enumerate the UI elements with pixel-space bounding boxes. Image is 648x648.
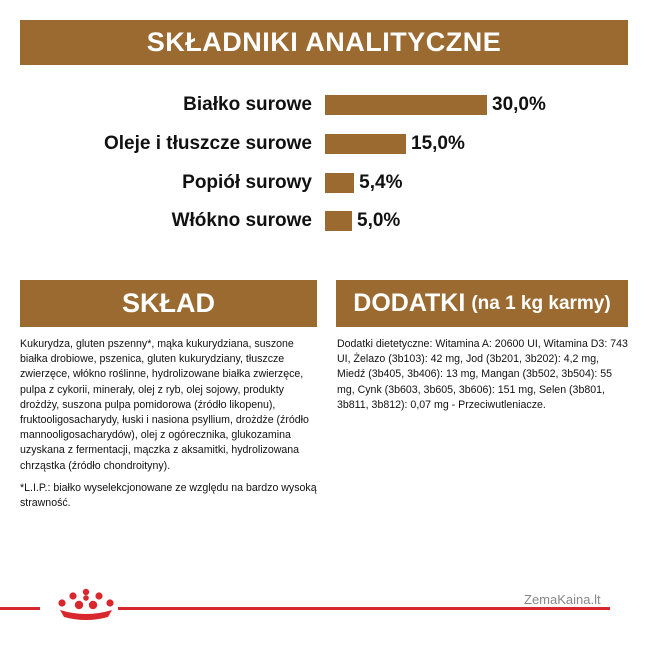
composition-heading: SKŁAD [20,280,317,327]
bar-value-label: 30,0% [492,94,546,115]
bar-label: Włókno surowe [171,210,312,231]
footer-red-line-right [118,607,610,610]
bar-value-label: 15,0% [411,133,465,154]
watermark: ZemaKaina.lt [524,592,601,607]
additives-heading-main: DODATKI [353,289,466,317]
bar-label: Białko surowe [183,94,312,115]
royal-canin-crown-logo [36,586,136,626]
bar [325,211,352,231]
nutrient-bar-chart [0,0,648,260]
bar-label: Popiół surowy [182,172,312,193]
bar [325,134,406,154]
bar [325,95,487,115]
page-title: SKŁADNIKI ANALITYCZNE [20,20,628,65]
bar-value-label: 5,0% [357,210,401,231]
lip-footnote: *L.I.P.: białko wyselekcjonowane ze względu na bardzo wysoką strawność. [20,482,317,510]
additives-text: Dodatki dietetyczne: Witamina A: 20600 UI, Witamina D3: 743 UI, Żelazo (3b103): 42 mg, Jod (3b201, 3b202): 4,2 mg, Miedź (3b405, 3b406): 13 mg, Mangan (3b502, 3b504): 55 mg, Cynk (3b603, 3b605, 3b606): 151 mg, Selen (3b801, 3b811, 3b812): 0,07 mg - Przeciwutleniacze. [337,338,628,411]
composition-text: Kukurydza, gluten pszenny*, mąka kukurydziana, suszone białka drobiowe, pszenica, gluten kukurydziany, tłuszcze zwierzęce, włókno roślinne, hydrolizowane białka zwierzęce, pulpa z cykorii, minerały, olej z ryb, olej sojowy, produkty drożdży, suszona pulpa pomidorowa (źródło likopenu), fruktooligosacharydy, łuski i nasiona psyllium, drożdże (źródło mannooligosacharydów), olej z ogórecznika, glukozamina uzyskana z fermentacji, mączka z aksamitki, hydrolizowana chrząstka (źródło chondroityny). [20,338,309,472]
bar-value-label: 5,4% [359,172,403,193]
bar [325,173,354,193]
footer-red-line-left [0,607,40,610]
additives-heading [336,280,628,327]
bar-label: Oleje i tłuszcze surowe [103,133,312,154]
additives-heading-unit: (na 1 kg karmy) [471,292,611,314]
